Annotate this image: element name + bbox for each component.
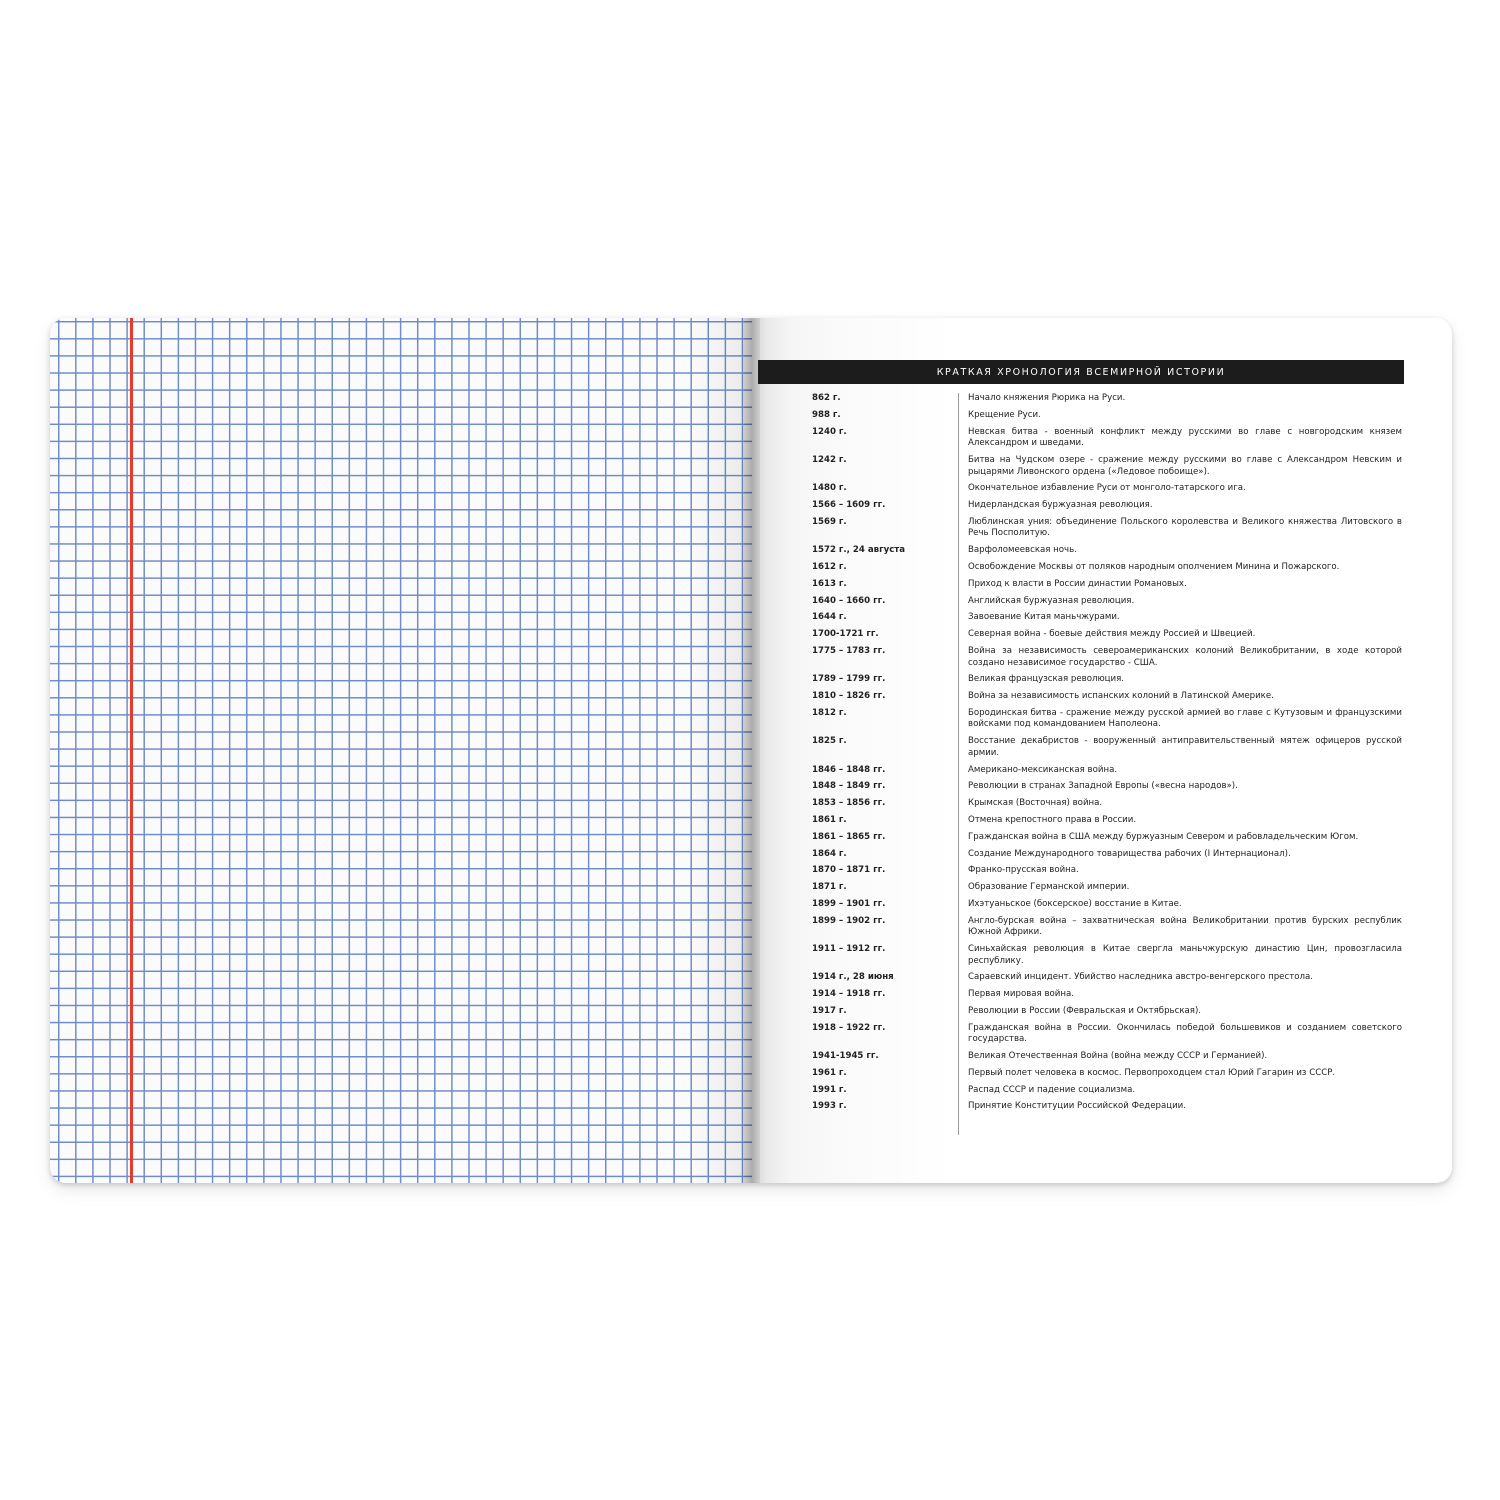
timeline-event: Синьхайская революция в Китае свергла маньчжурскую династию Цин, провозгласила республику. bbox=[968, 944, 1402, 966]
timeline-row bbox=[812, 517, 1402, 540]
timeline-row bbox=[812, 410, 1402, 422]
timeline-event: Распад СССР и падение социализма. bbox=[968, 1084, 1136, 1095]
timeline-date: 1911 – 1912 гг. bbox=[812, 944, 886, 955]
timeline-row bbox=[812, 674, 1402, 686]
timeline-event: Англо-бурская война – захватническая война Великобритании против бурских республик Южной Африки. bbox=[968, 915, 1402, 938]
graph-paper-page bbox=[50, 318, 752, 1183]
timeline-event: Английская буржуазная революция. bbox=[968, 595, 1135, 606]
timeline-row bbox=[812, 579, 1402, 591]
timeline-event: Гражданская война в России. Окончилась победой большевиков и созданием советского государства. bbox=[968, 1022, 1402, 1045]
timeline-row bbox=[812, 882, 1402, 894]
timeline-event: Освобождение Москвы от поляков народным ополчением Минина и Пожарского. bbox=[968, 562, 1340, 573]
timeline-date: 1640 – 1660 гг. bbox=[812, 595, 886, 606]
timeline-event: Окончательное избавление Руси от монголо-татарского ига. bbox=[968, 483, 1246, 494]
timeline-date: 1240 г. bbox=[812, 426, 847, 437]
timeline-date: 1914 г., 28 июня bbox=[812, 972, 894, 983]
timeline-date: 1899 – 1902 гг. bbox=[812, 915, 886, 926]
timeline-event: Первая мировая война. bbox=[968, 989, 1074, 1000]
timeline-row bbox=[812, 455, 1402, 478]
timeline-date: 1775 – 1783 гг. bbox=[812, 645, 886, 656]
timeline-row bbox=[812, 899, 1402, 911]
timeline-date: 1613 г. bbox=[812, 578, 847, 589]
timeline-date: 1572 г., 24 августа bbox=[812, 545, 906, 556]
timeline-row bbox=[812, 629, 1402, 641]
timeline-date: 1864 г. bbox=[812, 848, 847, 859]
timeline-date: 1914 – 1918 гг. bbox=[812, 989, 886, 1000]
timeline-event: Восстание декабристов - вооруженный антиправительственный мятеж офицеров русской армии. bbox=[968, 736, 1402, 758]
timeline-event: Битва на Чудском озере - сражение между русскими во главе с Александром Невским и рыцарями Ливонского ордена («Ледовое побоище»). bbox=[968, 454, 1402, 477]
timeline-date: 1846 – 1848 гг. bbox=[812, 764, 886, 775]
timeline-date: 1612 г. bbox=[812, 562, 847, 573]
timeline-event: Завоевание Китая маньчжурами. bbox=[968, 612, 1120, 623]
timeline-event: Варфоломеевская ночь. bbox=[968, 545, 1077, 556]
timeline-date: 1993 г. bbox=[812, 1101, 847, 1112]
timeline-event: Люблинская уния: объединение Польского королевства и Великого княжества Литовского в Речь Посполитую. bbox=[968, 516, 1402, 539]
timeline-row bbox=[812, 427, 1402, 450]
timeline-row bbox=[812, 691, 1402, 703]
timeline-date: 1941-1945 гг. bbox=[812, 1051, 879, 1062]
timeline-row bbox=[812, 562, 1402, 574]
spine-fold bbox=[744, 318, 760, 1183]
timeline-row bbox=[812, 1085, 1402, 1097]
timeline-row bbox=[812, 798, 1402, 810]
timeline-event: Начало княжения Рюрика на Руси. bbox=[968, 393, 1126, 403]
timeline-date: 1961 г. bbox=[812, 1067, 847, 1078]
timeline-event: Война за независимость испанских колоний в Латинской Америке. bbox=[968, 691, 1274, 702]
margin-line bbox=[130, 318, 133, 1183]
timeline-event: Сараевский инцидент. Убийство наследника австро-венгерского престола. bbox=[968, 972, 1313, 983]
timeline-event: Франко-прусская война. bbox=[968, 865, 1079, 876]
timeline-date: 988 г. bbox=[812, 409, 841, 420]
timeline-row bbox=[812, 483, 1402, 495]
timeline-row bbox=[812, 1068, 1402, 1080]
timeline-row bbox=[812, 1006, 1402, 1018]
timeline-event: Ихэтуаньское (боксерское) восстание в Китае. bbox=[968, 898, 1182, 909]
timeline-date: 1899 – 1901 гг. bbox=[812, 898, 886, 909]
timeline-date: 1812 г. bbox=[812, 707, 847, 718]
timeline-date: 1242 г. bbox=[812, 454, 847, 465]
timeline-event: Гражданская война в США между буржуазным Севером и рабовладельческим Югом. bbox=[968, 831, 1359, 842]
timeline-event: Создание Международного товарищества рабочих (I Интернационал). bbox=[968, 848, 1291, 859]
timeline-date: 1918 – 1922 гг. bbox=[812, 1022, 886, 1033]
timeline-event: Крымская (Восточная) война. bbox=[968, 798, 1103, 809]
timeline-row bbox=[812, 736, 1402, 759]
timeline-event: Первый полет человека в космос. Первопроходцем стал Юрий Гагарин из СССР. bbox=[968, 1067, 1336, 1078]
timeline-event: Принятие Конституции Российской Федерации. bbox=[968, 1101, 1186, 1112]
timeline-date: 1991 г. bbox=[812, 1084, 847, 1095]
page-title: КРАТКАЯ ХРОНОЛОГИЯ ВСЕМИРНОЙ ИСТОРИИ bbox=[758, 360, 1404, 384]
timeline-event: Северная война - боевые действия между Россией и Швецией. bbox=[968, 629, 1256, 640]
timeline-date: 1644 г. bbox=[812, 612, 847, 623]
timeline-row bbox=[812, 393, 1402, 405]
timeline-date: 1700-1721 гг. bbox=[812, 629, 879, 640]
timeline-event: Крещение Руси. bbox=[968, 409, 1041, 420]
timeline-event: Великая французская революция. bbox=[968, 674, 1125, 685]
timeline-event: Нидерландская буржуазная революция. bbox=[968, 500, 1153, 511]
timeline-table bbox=[812, 393, 1402, 1118]
timeline-row bbox=[812, 765, 1402, 777]
timeline-date: 1789 – 1799 гг. bbox=[812, 674, 886, 685]
timeline-row bbox=[812, 646, 1402, 669]
timeline-row bbox=[812, 545, 1402, 557]
timeline-date: 1569 г. bbox=[812, 516, 847, 527]
timeline-event: Отмена крепостного права в России. bbox=[968, 814, 1137, 825]
timeline-row bbox=[812, 781, 1402, 793]
timeline-date: 862 г. bbox=[812, 393, 841, 403]
timeline-row bbox=[812, 815, 1402, 827]
timeline-date: 1917 г. bbox=[812, 1005, 847, 1016]
timeline-date: 1566 – 1609 гг. bbox=[812, 500, 886, 511]
timeline-date: 1870 – 1871 гг. bbox=[812, 865, 886, 876]
timeline-row bbox=[812, 1051, 1402, 1063]
timeline-row bbox=[812, 849, 1402, 861]
timeline-date: 1871 г. bbox=[812, 882, 847, 893]
timeline-row bbox=[812, 1023, 1402, 1046]
timeline-date: 1848 – 1849 гг. bbox=[812, 781, 886, 792]
timeline-row bbox=[812, 972, 1402, 984]
timeline-row bbox=[812, 1101, 1402, 1113]
timeline-row bbox=[812, 708, 1402, 731]
timeline-date: 1861 г. bbox=[812, 814, 847, 825]
timeline-event: Образование Германской империи. bbox=[968, 882, 1130, 893]
timeline-event: Невская битва - военный конфликт между русскими во главе с новгородским князем Александром и шведами. bbox=[968, 426, 1402, 449]
timeline-event: Приход к власти в России династии Романовых. bbox=[968, 578, 1187, 589]
timeline-row bbox=[812, 596, 1402, 608]
timeline-date: 1480 г. bbox=[812, 483, 847, 494]
timeline-event: Революции в России (Февральская и Октябрьская). bbox=[968, 1005, 1202, 1016]
timeline-date: 1853 – 1856 гг. bbox=[812, 798, 886, 809]
timeline-date: 1810 – 1826 гг. bbox=[812, 691, 886, 702]
timeline-event: Война за независимость североамериканских колоний Великобритании, в ходе которой создано независимое государство - США. bbox=[968, 645, 1402, 668]
timeline-row bbox=[812, 612, 1402, 624]
timeline-event: Великая Отечественная Война (война между СССР и Германией). bbox=[968, 1051, 1268, 1062]
timeline-date: 1825 г. bbox=[812, 736, 847, 747]
timeline-event: Американо-мексиканская война. bbox=[968, 764, 1118, 775]
timeline-row bbox=[812, 989, 1402, 1001]
timeline-date: 1861 – 1865 гг. bbox=[812, 831, 886, 842]
timeline-row bbox=[812, 916, 1402, 939]
timeline-event: Бородинская битва - сражение между русской армией во главе с Кутузовым и французскими войсками под командованием Наполеона. bbox=[968, 707, 1402, 730]
timeline-row bbox=[812, 865, 1402, 877]
timeline-row bbox=[812, 832, 1402, 844]
timeline-row bbox=[812, 500, 1402, 512]
timeline-row bbox=[812, 944, 1402, 967]
timeline-event: Революции в странах Западной Европы («весна народов»). bbox=[968, 781, 1238, 792]
